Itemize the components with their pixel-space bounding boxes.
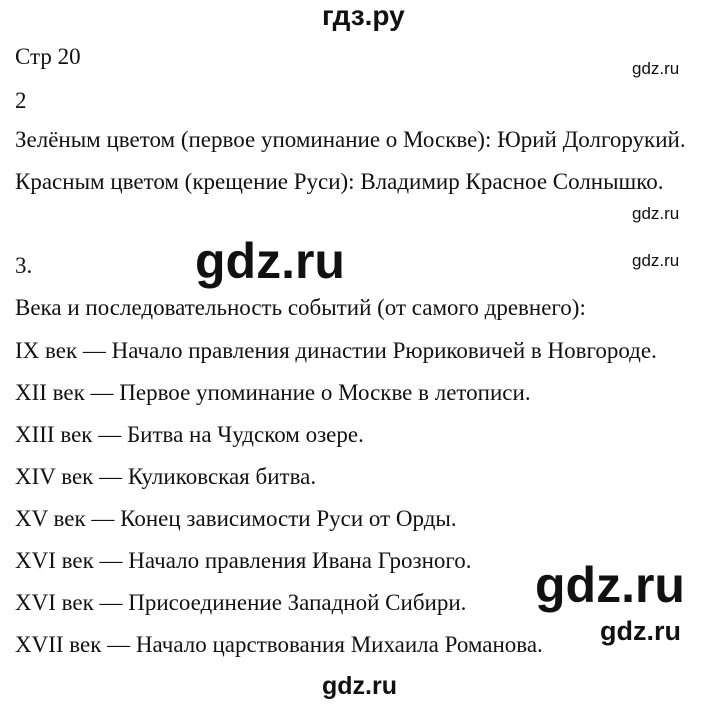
- event-line: XII век — Первое упоминание о Москве в летописи.: [15, 380, 531, 405]
- watermark: gdz.ru: [600, 616, 681, 646]
- answer-line: Красным цветом (крещение Руси): Владимир Красное Солнышко.: [15, 169, 664, 194]
- watermark: gdz.ru: [632, 204, 680, 223]
- watermark: gdz.ru: [632, 251, 680, 270]
- page-label: Стр 20: [15, 44, 81, 69]
- watermark: gdz.ru: [195, 233, 345, 289]
- watermark: gdz.ru: [632, 59, 680, 78]
- event-line: XVII век — Начало царствования Михаила Романова.: [15, 632, 543, 657]
- task-number: 3.: [15, 253, 33, 278]
- watermark: gdz.ru: [535, 557, 685, 613]
- event-line: XV век — Конец зависимости Руси от Орды.: [15, 506, 457, 531]
- site-title: гдз.ру: [322, 0, 405, 31]
- event-line: XIII век — Битва на Чудском озере.: [15, 422, 364, 447]
- answer-line: Зелёным цветом (первое упоминание о Москве): Юрий Долгорукий.: [15, 127, 686, 152]
- event-line: XVI век — Начало правления Ивана Грозного.: [15, 548, 472, 573]
- task-intro: Века и последовательность событий (от самого древнего):: [15, 295, 586, 320]
- watermark: gdz.ru: [322, 672, 397, 700]
- event-line: XIV век — Куликовская битва.: [15, 464, 317, 489]
- task-number: 2: [15, 88, 27, 113]
- event-line: XVI век — Присоединение Западной Сибири.: [15, 590, 467, 615]
- event-line: IX век — Начало правления династии Рюриковичей в Новгороде.: [15, 338, 657, 363]
